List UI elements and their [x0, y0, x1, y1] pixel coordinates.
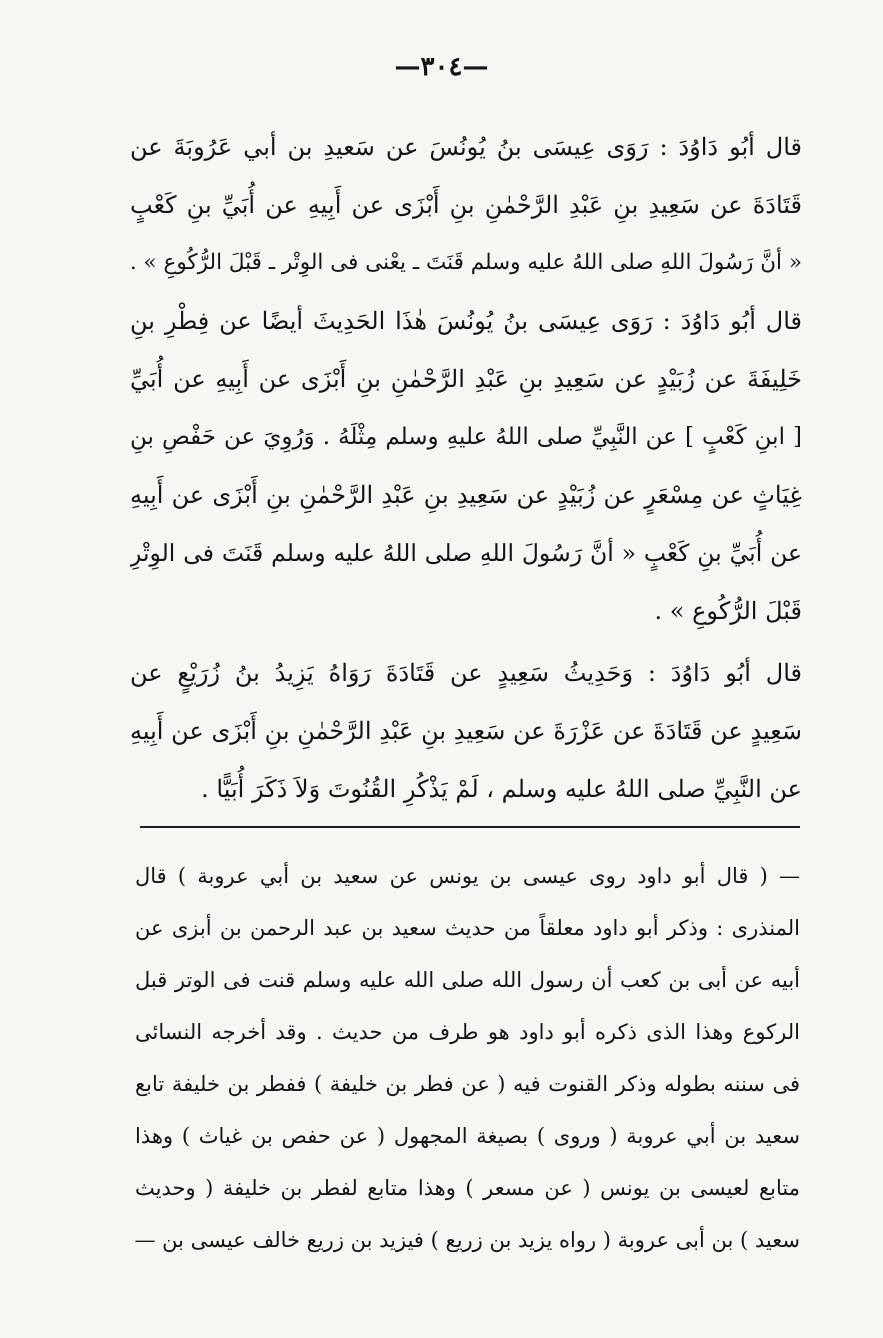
- text-line: قال أبُو دَاوُدَ : رَوَى عِيسَى بنُ يُونُسَ عن سَعيدِ بن أبي عَرُوبَةَ عن: [130, 133, 802, 161]
- text-line: قَبْلَ الرُّكُوعِ » .: [654, 597, 802, 625]
- page-number: —٣٠٤—: [394, 52, 489, 82]
- footnote-line: سعيد بن أبي عروبة ( وروى ) بصيغة المجهول ( عن حفص بن غياث ) وهذا: [135, 1124, 800, 1148]
- paragraph-1: [130, 118, 802, 292]
- paragraph-2: [130, 292, 802, 640]
- footnote-line: متابع لعيسى بن يونس ( عن مسعر ) وهذا متابع لفطر بن خليفة ( وحديث: [135, 1176, 800, 1200]
- text-line: قال أبُو دَاوُدَ : وَحَدِيثُ سَعِيدٍ عن قَتَادَةَ رَوَاهُ يَزِيدُ بنُ زُرَيْعٍ عن: [130, 659, 802, 687]
- text-line: غِيَاثٍ عن مِسْعَرٍ عن زُبَيْدٍ عن سَعِيدِ بنِ عَبْدِ الرَّحْمٰنِ بنِ أَبْزَى عن أَبِيهِ: [130, 481, 802, 509]
- text-line: عن أُبَيِّ بنِ كَعْبٍ « أنَّ رَسُولَ اللهِ صلى اللهُ عليه وسلم قَنَتَ فى الوِتْرِ: [130, 539, 802, 567]
- footnote-divider: [140, 826, 800, 828]
- text-line: عن النَّبِيِّ صلى اللهُ عليه وسلم ، لَمْ يَذْكُرِ القُنُوتَ وَلاَ ذَكَرَ أُبَيًّا .: [201, 775, 802, 803]
- footnote-line: المنذرى : وذكر أبو داود معلقاً من حديث سعيد بن عبد الرحمن بن أبزى عن: [135, 916, 800, 940]
- text-line: سَعِيدٍ عن قَتَادَةَ عن عَزْرَةَ عن سَعِيدِ بنِ عَبْدِ الرَّحْمٰنِ بنِ أَبْزَى عن أَبِيهِ: [130, 717, 802, 745]
- text-line: قال أبُو دَاوُدَ : رَوَى عِيسَى بنُ يُونُسَ هٰذَا الحَدِيثَ أيضًا عن فِطْرِ بنِ: [130, 307, 802, 335]
- text-line: [ ابنِ كَعْبٍ ] عن النَّبِيِّ صلى اللهُ عليهِ وسلم مِثْلَهُ . وَرُوِيَ عن حَفْصِ بنِ: [130, 424, 802, 450]
- paragraph-3: [130, 644, 802, 818]
- text-line: « أنَّ رَسُولَ اللهِ صلى اللهُ عليه وسلم قَنَتَ ـ يعْنى فى الوِتْر ـ قَبْلَ الرُّكُوعِ » .: [130, 250, 802, 275]
- footnote-line: الركوع وهذا الذى ذكره أبو داود هو طرف من حديث . وقد أخرجه النسائى: [135, 1020, 800, 1044]
- footnote-line: — ( قال أبو داود روى عيسى بن يونس عن سعيد بن أبي عروبة ) قال: [135, 864, 800, 888]
- main-text: [130, 118, 802, 818]
- footnote-line: أبيه عن أبى بن كعب أن رسول الله صلى الله عليه وسلم قنت فى الوتر قبل: [135, 968, 800, 992]
- footnotes: [135, 850, 800, 1266]
- footnote-line: سعيد ) بن أبى عروبة ( رواه يزيد بن زريع ) فيزيد بن زريع خالف عيسى بن —: [135, 1228, 800, 1252]
- footnote-line: فى سننه بطوله وذكر القنوت فيه ( عن فطر بن خليفة ) ففطر بن خليفة تابع: [135, 1072, 800, 1096]
- text-line: قَتَادَةَ عن سَعِيدِ بنِ عَبْدِ الرَّحْمٰنِ بنِ أَبْزَى عن أَبِيهِ عن أُبَيِّ بنِ كَعْبٍ: [130, 191, 802, 219]
- text-line: خَلِيفَةَ عن زُبَيْدٍ عن سَعِيدِ بنِ عَبْدِ الرَّحْمٰنِ بنِ أَبْزَى عن أَبِيهِ عن أُبَيِّ: [130, 365, 802, 393]
